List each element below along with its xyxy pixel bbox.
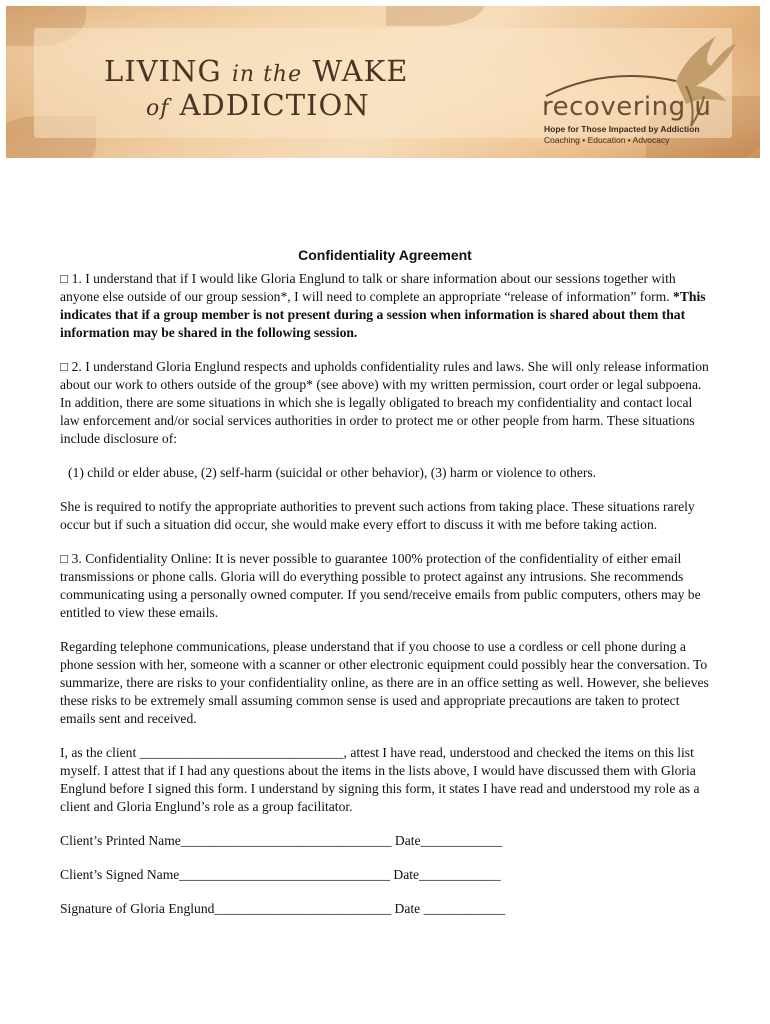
item-2: □ 2. I understand Gloria Englund respects and upholds confidentiality rules and laws. She will only release information about our work to others outside of the group* (see above) with my written permission, court order or legal subpoena. In addition, there are some situations in which she is legally obligated to breach my confidentiality and contact local law enforcement and/or social services authorities in order to protect me or other people from harm. These situations include disclosure of: xyxy=(60,359,709,446)
notify-paragraph: She is required to notify the appropriate authorities to prevent such actions from taking place. These situations rarely occur but if such a situation did occur, she would make every effort to discuss it with me before taking action. xyxy=(60,499,695,532)
header-banner xyxy=(6,6,760,158)
item-1: □ 1. I understand that if I would like Gloria Englund to talk or share information about our sessions together with anyone else outside of our group session*, I will need to complete an appropriate “release of information” form. *This indicates that if a group member is not present during a session when information is shared about them that information may be shared in the following session. xyxy=(60,271,706,340)
logo-subline: Coaching • Education • Advocacy xyxy=(544,135,670,145)
item-1-note: *This indicates that if a group member is not present during a session when information is shared about them that information may be shared in the following session. xyxy=(60,289,706,340)
document-title: Confidentiality Agreement xyxy=(298,247,472,263)
banner-title-line2: of ADDICTION xyxy=(146,88,370,122)
logo-wordmark: recovering u xyxy=(542,92,712,122)
leaf-decoration xyxy=(386,6,486,26)
attest-paragraph: I, as the client ______________________________, attest I have read, understood and checked the items on this list myself. I attest that if I had any questions about the items in the lists above, I would have discussed them with Gloria Englund before I signed this form. I understand by signing this form, it states I have read and understood my role as a client and Gloria Englund’s role as a group facilitator. xyxy=(60,745,700,814)
signature-line-gloria: Signature of Gloria Englund__________________________ Date ____________ xyxy=(60,901,506,916)
telephone-paragraph: Regarding telephone communications, please understand that if you choose to use a cordless or cell phone during a phone session with her, someone with a scanner or other electronic equipment could possibly hear the conversation. To summarize, there are risks to your confidentiality online, as there are in an office setting as well. However, she believes these risks to be extremely small assuming common sense is used and appropriate precautions are taken to protect emails sent and received. xyxy=(60,639,709,726)
signature-line-printed: Client’s Printed Name_______________________________ Date____________ xyxy=(60,833,503,848)
item-3: □ 3. Confidentiality Online: It is never possible to guarantee 100% protection of the confidentiality of either email transmissions or phone calls. Gloria will do everything possible to protect against any intrusions. She recommends communicating using a personally owned computer. If you send/receive emails from public computers, others may be entitled to view these emails. xyxy=(60,551,701,620)
disclosure-list: (1) child or elder abuse, (2) self-harm (suicidal or other behavior), (3) harm or violence to others. xyxy=(68,465,597,480)
agreement-document xyxy=(60,246,710,934)
logo-tagline: Hope for Those Impacted by Addiction xyxy=(544,124,700,134)
signature-line-signed: Client’s Signed Name_______________________________ Date____________ xyxy=(60,867,501,882)
banner-title-line1: LIVING in the WAKE xyxy=(104,54,409,88)
